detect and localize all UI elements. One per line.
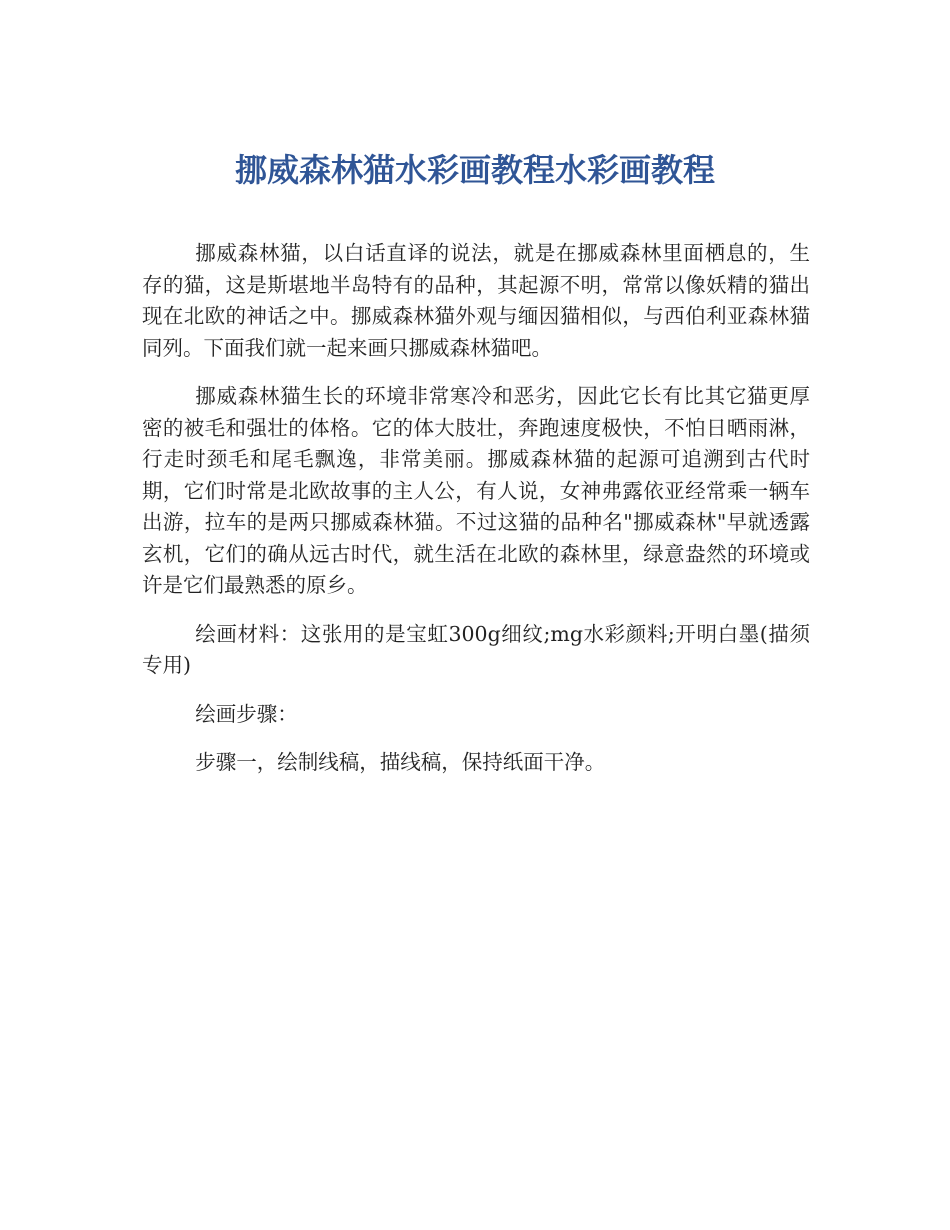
paragraph-intro: 挪威森林猫，以白话直译的说法，就是在挪威森林里面栖息的，生存的猫，这是斯堪地半岛特有的品种，其起源不明，常常以像妖精的猫出现在北欧的神话之中。挪威森林猫外观与缅因猫相似，与西伯利亚森林猫同列。下面我们就一起来画只挪威森林猫吧。 (142, 241, 810, 360)
document-title: 挪威森林猫水彩画教程水彩画教程 (234, 151, 715, 189)
paragraph-materials: 绘画材料：这张用的是宝虹300g细纹;mg水彩颜料;开明白墨(描须专用) (142, 621, 810, 677)
paragraph-habitat: 挪威森林猫生长的环境非常寒冷和恶劣，因此它长有比其它猫更厚密的被毛和强壮的体格。它的体大肢壮，奔跑速度极快，不怕日晒雨淋，行走时颈毛和尾毛飘逸，非常美丽。挪威森林猫的起源可追溯到古代时期，它们时常是北欧故事的主人公，有人说，女神弗露依亚经常乘一辆车出游，拉车的是两只挪威森林猫。不过这猫的品种名"挪威森林"早就透露玄机，它们的确从远古时代，就生活在北欧的森林里，绿意盎然的环境或许是它们最熟悉的原乡。 (142, 384, 810, 597)
document-body (142, 238, 810, 796)
paragraph-step-one: 步骤一，绘制线稿，描线稿，保持纸面干净。 (195, 750, 606, 774)
paragraph-steps-heading: 绘画步骤： (195, 701, 298, 726)
